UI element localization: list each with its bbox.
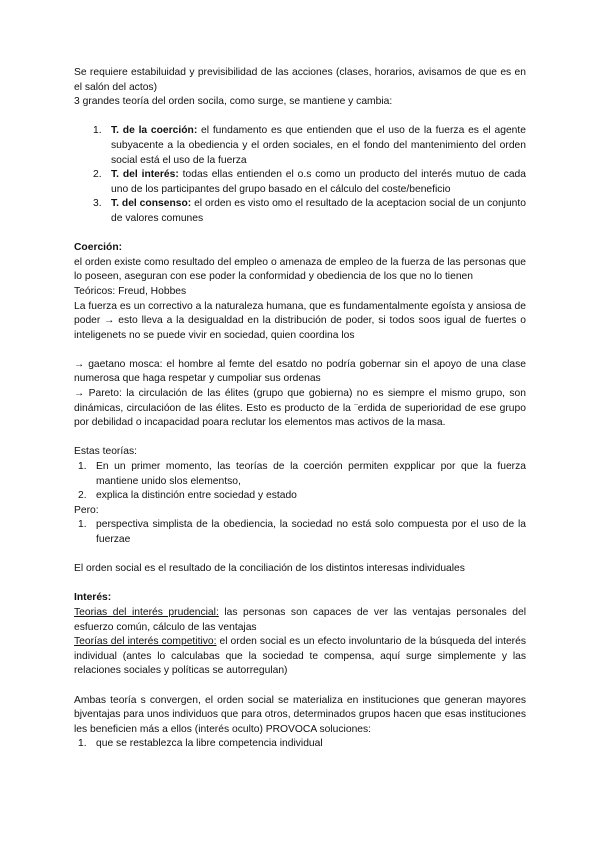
list-item: 1. En un primer momento, las teorías de la coerción permiten expplicar por que la fuerza mantiene unido slos elementso, xyxy=(78,461,526,487)
pero-label: Pero: xyxy=(74,504,99,516)
pero-list xyxy=(74,518,526,547)
coercion-pareto: → Pareto: la circulación de las élites (grupo que gobierna) no es siempre el mismo grupo, son dinámicas, circulacióon de las élites. Esto es producto de la ¨erdida de superioridad de ese grupo por debilidad o incapacidad poara reclutar los elementos mas activos de la masa. xyxy=(74,388,526,429)
ambas-paragraph: Ambas teoría s convergen, el orden social se materializa en instituciones que generan mayores bjventajas para unos individuos que para otros, determinados grupos hacen que esas instituciones les beneficien más a ellos (interés oculto) PROVOCA soluciones: xyxy=(74,694,526,735)
list-item: 2. explica la distinción entre sociedad y estado xyxy=(78,490,297,502)
conciliation-text: El orden social es el resultado de la conciliación de los distintos interesas individuales xyxy=(74,563,465,575)
intro-line-2: 3 grandes teoría del orden socila, como surge, se mantiene y cambia: xyxy=(74,96,393,108)
coercion-theorists: Teóricos: Freud, Hobbes xyxy=(74,285,187,297)
theories-list xyxy=(74,124,526,226)
interes-heading: Interés: xyxy=(74,592,112,604)
list-item: 3. T. del consenso: el orden es visto omo el resultado de la aceptacion social de un conjunto de valores comunes xyxy=(93,198,526,224)
soluciones-list xyxy=(74,737,526,752)
estas-label: Estas teorías: xyxy=(74,446,137,458)
coercion-paragraph-3: La fuerza es un correctivo a la naturaleza humana, que es fundamentalmente egoísta y ansiosa de poder → esto lleva a la desigualdad en la distribución de poder, si todos soos igual de fuertes o inteligenets no se puede vivir en sociedad, quien coordina los xyxy=(74,300,526,341)
interes-competitivo: Teorías del interés competitivo: el orden social es un efecto involuntario de la búsqueda del interés individual (antes lo calculabas que la sociedad te compensa, aquí surge simplemente y las relaciones sociales y políticas se autorregulan) xyxy=(74,636,526,677)
coercion-paragraph-1: el orden existe como resultado del empleo o amenaza de empleo de la fuerza de las personas que lo poseen, aseguran con ese poder la conformidad y obediencia de los que no lo tienen xyxy=(74,256,526,283)
intro-line-1: Se requiere estabiluidad y previsibilidad de las acciones (clases, horarios, avisamos de que es en el salón del actos) xyxy=(74,67,526,93)
list-item: 1. que se restablezca la libre competencia individual xyxy=(78,738,323,750)
interes-prudencial: Teorias del interés prudencial: las personas son capaces de ver las ventajas personales del esfuerzo común, cálculo de las ventajas xyxy=(74,606,526,633)
estas-list xyxy=(74,460,526,504)
list-item: 1. T. de la coerción: el fundamento es que entienden que el uso de la fuerza es el agente subyacente a la obediencia y el orden sociales, en el fondo del mantenimiento del orden social está el uso de la fuerza xyxy=(93,125,526,166)
coercion-mosca: → gaetano mosca: el hombre al femte del esatdo no podría gobernar sin el apoyo de una clase numerosa que haga respetar y cumpoliar sus ordenas xyxy=(74,358,526,385)
list-item: 2. T. del interés: todas ellas entienden el o.s como un producto del interés mutuo de cada uno de los participantes del grupo basado en el cálculo del coste/beneficio xyxy=(93,169,526,195)
list-item: 1. perspectiva simplista de la obediencia, la sociedad no está solo compuesta por el uso de la fuerzae xyxy=(78,519,526,545)
coercion-heading: Coerción: xyxy=(74,242,123,254)
